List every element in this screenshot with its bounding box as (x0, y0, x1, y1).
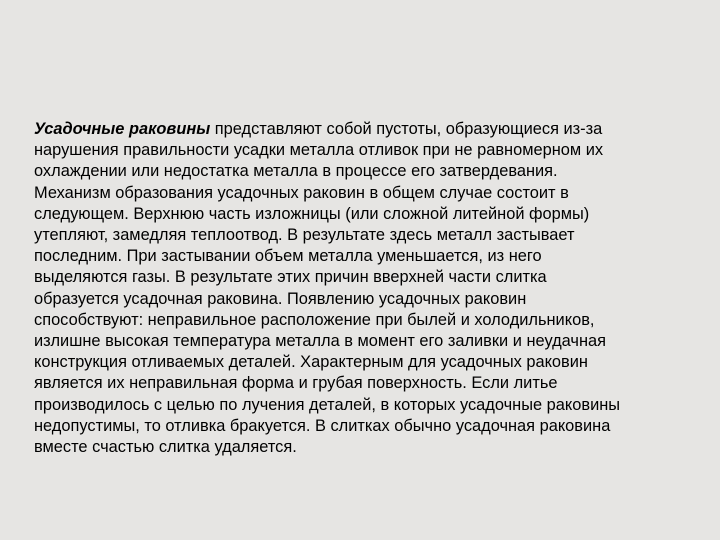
paragraph-line-2: нарушения правильности усадки металла отливок при не равномерном их (34, 141, 604, 160)
highlighted-term: Усадочные раковины (34, 120, 211, 138)
paragraph-line-10: способствуют: неправильное расположение при былей и холодильников, (34, 310, 595, 329)
body-paragraph (34, 119, 694, 458)
paragraph-line-5: следующем. Верхнюю часть изложницы (или сложной литейной формы) (34, 204, 590, 223)
paragraph-line-12: конструкция отливаемых деталей. Характерным для усадочных раковин (34, 353, 588, 372)
paragraph-line-4: Механизм образования усадочных раковин в общем случае состоит в (34, 183, 569, 202)
paragraph-line-15: недопустимы, то отливка бракуется. В слитках обычно усадочная раковина (34, 416, 611, 435)
paragraph-line-9: образуется усадочная раковина. Появлению усадочных раковин (34, 289, 527, 308)
paragraph-line-8: выделяются газы. В результате этих причин вверхней части слитка (34, 268, 547, 287)
paragraph-line-1 (34, 119, 694, 140)
paragraph-line-14: производилось с целью по лучения деталей, в которых усадочные раковины (34, 395, 621, 414)
paragraph-line-16: вместе счастью слитка удаляется. (34, 438, 297, 457)
paragraph-line-6: утепляют, замедляя теплоотвод. В результате здесь металл застывает (34, 226, 575, 245)
paragraph-line-7: последним. При застывании объем металла уменьшается, из него (34, 247, 542, 266)
paragraph-line-3: охлаждении или недостатка металла в процессе его затвердевания. (34, 162, 558, 181)
paragraph-line-1-text: представляют собой пустоты, образующиеся из-за (210, 120, 603, 138)
paragraph-line-11: излишне высокая температура металла в момент его заливки и неудачная (34, 332, 606, 351)
paragraph-line-13: является их неправильная форма и грубая поверхность. Если литье (34, 374, 558, 393)
